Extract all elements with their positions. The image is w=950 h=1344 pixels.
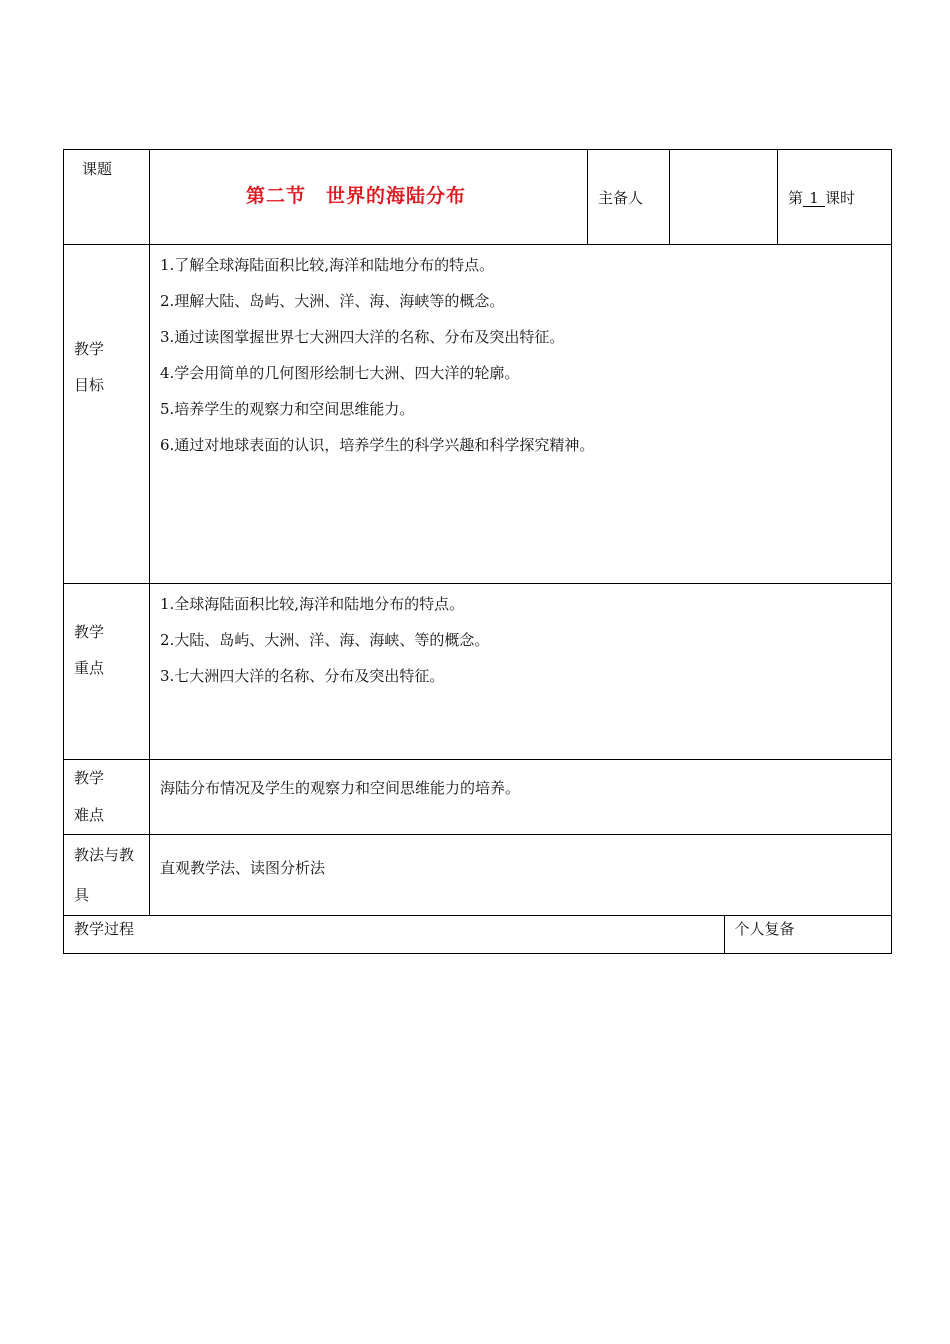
process-cell — [64, 916, 892, 954]
goal-item: 4.学会用简单的几何图形绘制七大洲、四大洋的轮廓。 — [160, 364, 520, 382]
method-label-line2: 具 — [74, 886, 90, 904]
lesson-suffix: 课时 — [825, 188, 856, 207]
process-split — [64, 916, 892, 953]
lesson-number[interactable]: 1 — [803, 190, 825, 207]
goals-list — [150, 245, 891, 463]
goals-label-line1: 教学 — [74, 340, 105, 358]
lesson-number-cell — [778, 150, 892, 245]
personal-review-label: 个人复备 — [724, 916, 892, 953]
lesson-title: 第二节 世界的海陆分布 — [246, 184, 467, 207]
goals-label-line2: 目标 — [74, 376, 105, 394]
key-point-item: 3.七大洲四大洋的名称、分布及突出特征。 — [160, 667, 445, 685]
lesson-title-cell — [150, 150, 588, 245]
difficulties-text: 海陆分布情况及学生的观察力和空间思维能力的培养。 — [160, 779, 521, 797]
lesson-prefix: 第 — [788, 188, 804, 207]
method-label-line1: 教法与教 — [74, 846, 135, 864]
key-points-row — [64, 584, 892, 760]
difficulties-label-line2: 难点 — [74, 806, 105, 824]
difficulties-row — [64, 760, 892, 835]
key-point-item: 1.全球海陆面积比较,海洋和陆地分布的特点。 — [160, 595, 465, 613]
key-points-label — [64, 584, 150, 760]
topic-label: 课题 — [64, 150, 150, 245]
key-points-label-line1: 教学 — [74, 623, 105, 641]
goals-content — [150, 245, 892, 584]
process-label: 教学过程 — [74, 920, 135, 938]
goal-item: 2.理解大陆、岛屿、大洲、洋、海、海峡等的概念。 — [160, 292, 505, 310]
key-points-label-line2: 重点 — [74, 659, 105, 677]
method-row — [64, 835, 892, 916]
difficulties-label-line1: 教学 — [74, 769, 105, 787]
preparer-label: 主备人 — [588, 150, 670, 245]
title-row — [64, 150, 892, 245]
goal-item: 1.了解全球海陆面积比较,海洋和陆地分布的特点。 — [160, 256, 495, 274]
difficulties-content — [150, 760, 892, 835]
goal-item: 5.培养学生的观察力和空间思维能力。 — [160, 400, 415, 418]
process-row — [64, 916, 892, 954]
key-points-content — [150, 584, 892, 760]
method-content — [150, 835, 892, 916]
lesson-plan-table — [63, 149, 892, 954]
method-label — [64, 835, 150, 916]
key-points-list — [150, 584, 891, 694]
key-point-item: 2.大陆、岛屿、大洲、洋、海、海峡、等的概念。 — [160, 631, 490, 649]
preparer-value[interactable] — [670, 150, 778, 245]
goals-row — [64, 245, 892, 584]
goal-item: 3.通过读图掌握世界七大洲四大洋的名称、分布及突出特征。 — [160, 328, 565, 346]
difficulties-label — [64, 760, 150, 835]
goals-label — [64, 245, 150, 584]
goal-item: 6.通过对地球表面的认识，培养学生的科学兴趣和科学探究精神。 — [160, 436, 595, 454]
method-text: 直观教学法、读图分析法 — [160, 859, 326, 877]
